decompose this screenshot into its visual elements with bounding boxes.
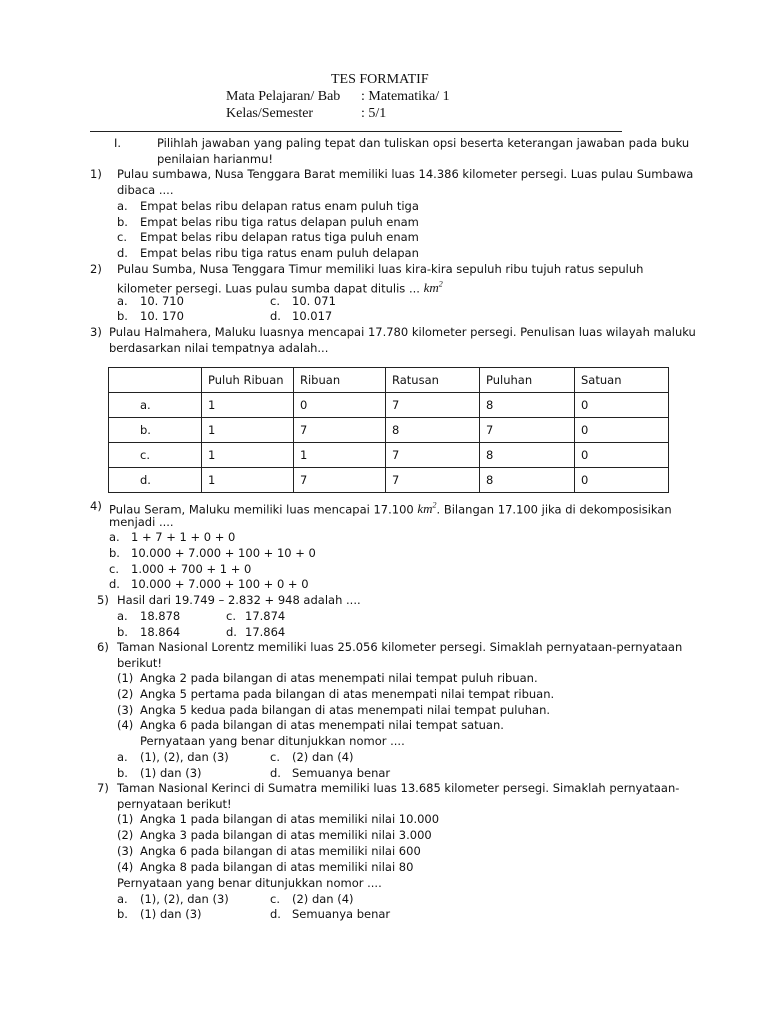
- statement-text: Angka 8 pada bilangan di atas memiliki nilai 80: [140, 860, 414, 874]
- option-text: 18.864: [140, 625, 181, 639]
- option-letter: b.: [117, 215, 128, 229]
- option-letter: a.: [117, 892, 128, 906]
- table-row: [109, 418, 669, 443]
- table-cell: 0: [294, 393, 386, 418]
- instruction-line2: penilaian harianmu!: [157, 152, 273, 166]
- table-row: [109, 468, 669, 493]
- question-prompt: Pernyataan yang benar ditunjukkan nomor ....: [117, 876, 382, 890]
- question-text: Taman Nasional Lorentz memiliki luas 25.056 kilometer persegi. Simaklah pernyataan-pernyataan: [117, 640, 683, 654]
- statement-text: Angka 3 pada bilangan di atas memiliki nilai 3.000: [140, 828, 432, 842]
- statement-number: (1): [117, 812, 134, 826]
- class-value: : 5/1: [361, 106, 387, 121]
- option-text: (1) dan (3): [140, 766, 202, 780]
- option-text: (1) dan (3): [140, 907, 202, 921]
- question-text: Pulau Sumba, Nusa Tenggara Timur memiliki luas kira-kira sepuluh ribu tujuh ratus sepuluh: [117, 262, 644, 276]
- option-letter: d.: [270, 766, 281, 780]
- option-letter: a.: [117, 199, 128, 213]
- statement-number: (2): [117, 687, 134, 701]
- option-text: Semuanya benar: [292, 766, 391, 780]
- table-cell: 8: [480, 443, 575, 468]
- unit-km: $km^2$: [417, 501, 437, 517]
- question-number: 1): [90, 167, 102, 181]
- option-text: 17.864: [245, 625, 286, 639]
- table-cell: 7: [480, 418, 575, 443]
- question-text: berdasarkan nilai tempatnya adalah...: [109, 341, 329, 355]
- page-title: TES FORMATIF: [331, 72, 429, 87]
- statement-text: Angka 5 kedua pada bilangan di atas menempati nilai tempat puluhan.: [140, 703, 551, 717]
- question-text: Hasil dari 19.749 – 2.832 + 948 adalah ....: [117, 593, 361, 607]
- option-letter: b.: [117, 766, 128, 780]
- option-letter: a.: [117, 750, 128, 764]
- question-text: Pulau Halmahera, Maluku luasnya mencapai 17.780 kilometer persegi. Penulisan luas wilayah maluku: [109, 325, 696, 339]
- option-text: 10.000 + 7.000 + 100 + 0 + 0: [131, 577, 309, 591]
- option-letter: c.: [117, 230, 127, 244]
- class-label: Kelas/Semester: [226, 106, 314, 121]
- table-cell: a.: [109, 393, 202, 418]
- table-cell: 1: [202, 443, 294, 468]
- option-text: Empat belas ribu tiga ratus enam puluh delapan: [140, 246, 419, 260]
- question-text: kilometer persegi. Luas pulau sumba dapat ditulis ... $km^2$: [117, 280, 443, 296]
- question-text: berikut!: [117, 656, 163, 670]
- option-text: 1 + 7 + 1 + 0 + 0: [131, 530, 236, 544]
- table-cell: 0: [575, 418, 669, 443]
- option-text: 17.874: [245, 609, 286, 623]
- table-header: Puluh Ribuan: [202, 368, 294, 393]
- option-letter: b.: [117, 309, 128, 323]
- section-number: I.: [114, 136, 122, 150]
- table-header: Puluhan: [480, 368, 575, 393]
- table-cell: 8: [386, 418, 480, 443]
- option-text: 10. 071: [292, 294, 336, 308]
- option-letter: c.: [226, 609, 236, 623]
- table-header: [109, 368, 202, 393]
- table-cell: 1: [202, 468, 294, 493]
- option-text: Empat belas ribu delapan ratus tiga puluh enam: [140, 230, 419, 244]
- statement-number: (4): [117, 860, 134, 874]
- place-value-table: [108, 367, 669, 493]
- option-letter: b.: [117, 907, 128, 921]
- table-cell: b.: [109, 418, 202, 443]
- question-text: dibaca ....: [117, 183, 174, 197]
- table-cell: 8: [480, 468, 575, 493]
- instruction-line1: Pilihlah jawaban yang paling tepat dan tuliskan opsi beserta keterangan jawaban pada buku: [157, 136, 690, 150]
- table-row: [109, 443, 669, 468]
- question-text: pernyataan berikut!: [117, 797, 232, 811]
- statement-number: (1): [117, 671, 134, 685]
- option-letter: b.: [109, 546, 120, 560]
- table-cell: 0: [575, 393, 669, 418]
- table-cell: 7: [386, 468, 480, 493]
- statement-text: Angka 5 pertama pada bilangan di atas menempati nilai tempat ribuan.: [140, 687, 555, 701]
- question-text: Taman Nasional Kerinci di Sumatra memiliki luas 13.685 kilometer persegi. Simaklah pernyataan-: [117, 781, 680, 795]
- option-letter: c.: [109, 562, 119, 576]
- option-text: 10.017: [292, 309, 333, 323]
- statement-text: Angka 6 pada bilangan di atas menempati nilai tempat satuan.: [140, 718, 504, 732]
- table-cell: 7: [294, 418, 386, 443]
- table-cell: 1: [202, 393, 294, 418]
- table-cell: 8: [480, 393, 575, 418]
- option-text: Empat belas ribu delapan ratus enam puluh tiga: [140, 199, 419, 213]
- option-letter: c.: [270, 750, 280, 764]
- option-text: (2) dan (4): [292, 892, 354, 906]
- option-text: 10. 710: [140, 294, 184, 308]
- table-cell: 1: [294, 443, 386, 468]
- question-number: 6): [97, 640, 109, 654]
- table-cell: 7: [386, 393, 480, 418]
- table-cell: c.: [109, 443, 202, 468]
- option-letter: d.: [117, 246, 128, 260]
- table-header: Satuan: [575, 368, 669, 393]
- option-text: Semuanya benar: [292, 907, 391, 921]
- statement-text: Angka 1 pada bilangan di atas memiliki nilai 10.000: [140, 812, 440, 826]
- option-text: 18.878: [140, 609, 181, 623]
- statement-number: (3): [117, 703, 134, 717]
- statement-number: (3): [117, 844, 134, 858]
- option-letter: d.: [270, 907, 281, 921]
- statement-number: (2): [117, 828, 134, 842]
- question-number: 3): [90, 325, 102, 339]
- option-letter: d.: [109, 577, 120, 591]
- question-text: menjadi ....: [109, 515, 174, 529]
- question-text: Pulau sumbawa, Nusa Tenggara Barat memiliki luas 14.386 kilometer persegi. Luas pulau Sumbawa: [117, 167, 694, 181]
- option-text: 1.000 + 700 + 1 + 0: [131, 562, 252, 576]
- statement-text: Angka 2 pada bilangan di atas menempati nilai tempat puluh ribuan.: [140, 671, 538, 685]
- table-cell: 1: [202, 418, 294, 443]
- option-letter: c.: [270, 892, 280, 906]
- table-cell: 7: [294, 468, 386, 493]
- table-header: Ratusan: [386, 368, 480, 393]
- option-text: (1), (2), dan (3): [140, 750, 229, 764]
- option-letter: d.: [226, 625, 237, 639]
- subject-value: : Matematika/ 1: [361, 89, 450, 104]
- table-cell: 0: [575, 443, 669, 468]
- header-divider: [90, 131, 622, 132]
- table-cell: 0: [575, 468, 669, 493]
- question-prompt: Pernyataan yang benar ditunjukkan nomor ....: [140, 734, 405, 748]
- option-letter: a.: [117, 609, 128, 623]
- table-header: Ribuan: [294, 368, 386, 393]
- option-letter: c.: [270, 294, 280, 308]
- question-number: 7): [97, 781, 109, 795]
- table-cell: d.: [109, 468, 202, 493]
- question-number: 5): [97, 593, 109, 607]
- question-number: 4): [90, 499, 102, 513]
- option-letter: a.: [117, 294, 128, 308]
- question-text: Pulau Seram, Maluku memiliki luas mencapai 17.100 $km^2$. Bilangan 17.100 jika di dekomposisikan: [109, 501, 672, 517]
- option-text: (2) dan (4): [292, 750, 354, 764]
- option-letter: b.: [117, 625, 128, 639]
- subject-label: Mata Pelajaran/ Bab: [226, 89, 341, 104]
- option-letter: a.: [109, 530, 120, 544]
- statement-number: (4): [117, 718, 134, 732]
- statement-text: Angka 6 pada bilangan di atas memiliki nilai 600: [140, 844, 421, 858]
- table-row: [109, 393, 669, 418]
- table-cell: 7: [386, 443, 480, 468]
- option-letter: d.: [270, 309, 281, 323]
- option-text: (1), (2), dan (3): [140, 892, 229, 906]
- unit-km: $km^2$: [423, 280, 443, 296]
- option-text: 10. 170: [140, 309, 184, 323]
- option-text: Empat belas ribu tiga ratus delapan puluh enam: [140, 215, 419, 229]
- option-text: 10.000 + 7.000 + 100 + 10 + 0: [131, 546, 316, 560]
- question-number: 2): [90, 262, 102, 276]
- table-header-row: [109, 368, 669, 393]
